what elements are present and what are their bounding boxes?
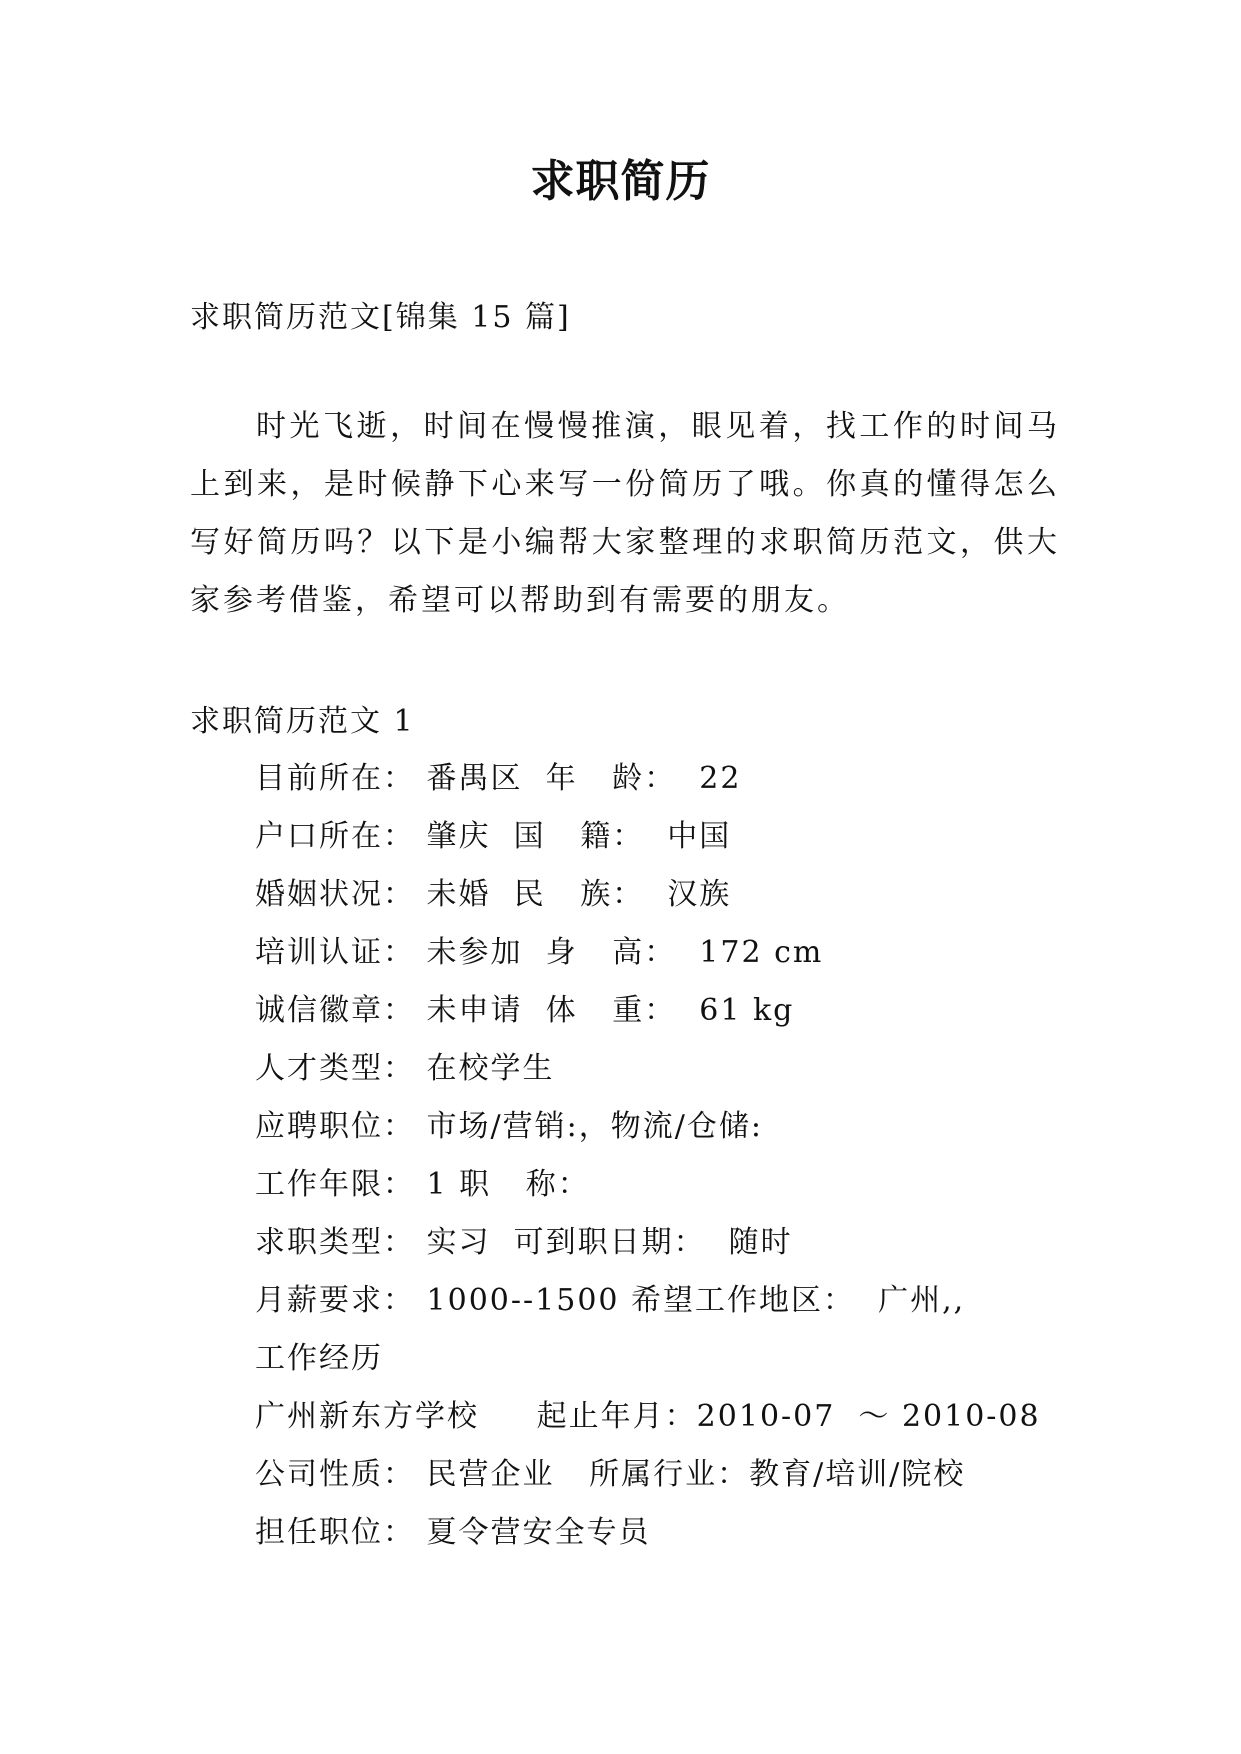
resume-line: 公司性质： 民营企业 所属行业：教育/培训/院校 bbox=[255, 1457, 966, 1492]
section-heading: 求职简历范文 1 bbox=[190, 704, 415, 739]
resume-line: 培训认证： 未参加 身 高： 172 cm bbox=[255, 935, 824, 970]
work-history-heading: 工作经历 bbox=[255, 1341, 383, 1376]
resume-line: 应聘职位： 市场/营销:，物流/仓储: bbox=[255, 1109, 763, 1144]
resume-line: 人才类型： 在校学生 bbox=[255, 1051, 555, 1086]
resume-line: 工作年限： 1 职 称： bbox=[255, 1167, 590, 1202]
resume-line: 广州新东方学校 起止年月：2010-07 ～ 2010-08 bbox=[255, 1399, 1041, 1434]
resume-line: 诚信徽章： 未申请 体 重： 61 kg bbox=[255, 993, 795, 1028]
document-title: 求职简历 bbox=[530, 156, 711, 207]
resume-line: 担任职位： 夏令营安全专员 bbox=[255, 1515, 651, 1550]
intro-paragraph: 时光飞逝，时间在慢慢推演，眼见着，找工作的时间马上到来，是时候静下心来写一份简历了哦。你真的懂得怎么写好简历吗？以下是小编帮大家整理的求职简历范文，供大家参考借鉴，希望可以帮助到有需要的朋友。 bbox=[190, 409, 1060, 618]
resume-line: 户口所在： 肇庆 国 籍： 中国 bbox=[255, 819, 732, 854]
resume-line: 目前所在： 番禺区 年 龄： 22 bbox=[255, 761, 742, 796]
document-subtitle: 求职简历范文[锦集 15 篇] bbox=[190, 300, 571, 335]
resume-line: 婚姻状况： 未婚 民 族： 汉族 bbox=[255, 877, 732, 912]
resume-line: 求职类型： 实习 可到职日期： 随时 bbox=[255, 1225, 793, 1260]
resume-line: 月薪要求： 1000--1500 希望工作地区： 广州,, bbox=[255, 1283, 966, 1318]
